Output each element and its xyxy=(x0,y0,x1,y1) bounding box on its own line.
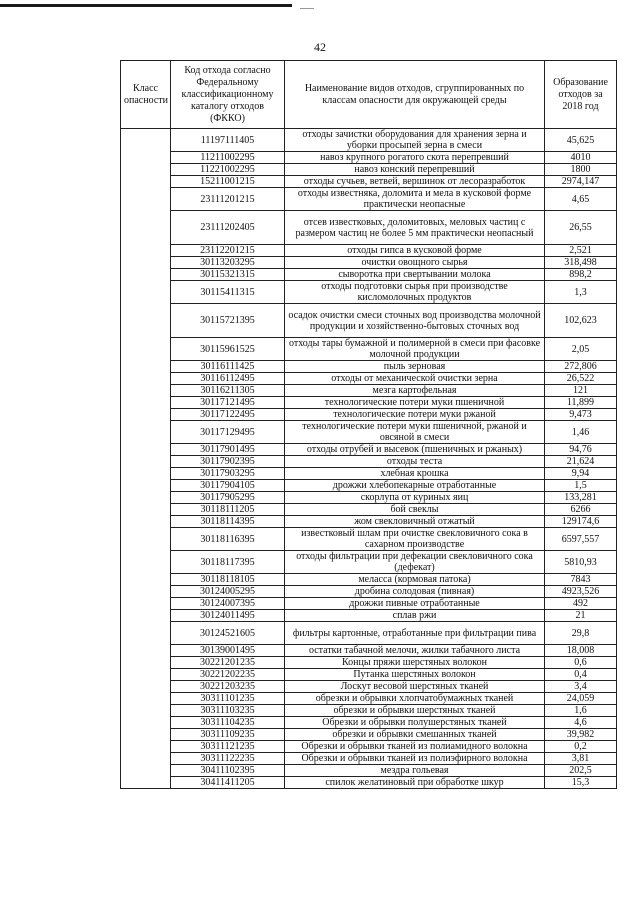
table-row xyxy=(121,528,617,551)
waste-name-cell: пыль зерновая xyxy=(285,361,545,373)
table-row xyxy=(121,657,617,669)
waste-name-cell: дрожжи пивные отработанные xyxy=(285,598,545,610)
fkko-code-cell: 30116112495 xyxy=(171,373,285,385)
fkko-code-cell: 30118116395 xyxy=(171,528,285,551)
table-row xyxy=(121,753,617,765)
waste-name-cell: технологические потери муки ржаной xyxy=(285,409,545,421)
table-header xyxy=(121,61,617,129)
fkko-code-cell: 30124007395 xyxy=(171,598,285,610)
fkko-code-cell: 30113203295 xyxy=(171,257,285,269)
table-row xyxy=(121,152,617,164)
header-fkko-code: Код отхода согласно Федеральному классификационному каталогу отходов (ФККО) xyxy=(171,61,285,129)
generation-amount-cell: 272,806 xyxy=(545,361,617,373)
fkko-code-cell: 30117905295 xyxy=(171,492,285,504)
table-row xyxy=(121,777,617,789)
waste-name-cell: отходы подготовки сырья при производстве кисломолочных продуктов xyxy=(285,281,545,304)
table-row xyxy=(121,304,617,338)
generation-amount-cell: 102,623 xyxy=(545,304,617,338)
table-row xyxy=(121,211,617,245)
header-hazard-class: Класс опасности xyxy=(121,61,171,129)
generation-amount-cell: 94,76 xyxy=(545,444,617,456)
generation-amount-cell: 4010 xyxy=(545,152,617,164)
table-row xyxy=(121,257,617,269)
waste-table xyxy=(120,60,617,789)
table-row xyxy=(121,504,617,516)
table-row xyxy=(121,729,617,741)
table-row xyxy=(121,645,617,657)
table-row xyxy=(121,717,617,729)
table-row xyxy=(121,269,617,281)
page-number: 42 xyxy=(314,40,326,54)
fkko-code-cell: 23111201215 xyxy=(171,188,285,211)
waste-name-cell: навоз крупного рогатого скота перепревший xyxy=(285,152,545,164)
generation-amount-cell: 5810,93 xyxy=(545,551,617,574)
table-row xyxy=(121,361,617,373)
generation-amount-cell: 2,05 xyxy=(545,338,617,361)
hazard-class-cell xyxy=(121,129,171,789)
generation-amount-cell: 1,6 xyxy=(545,705,617,717)
fkko-code-cell: 30117122495 xyxy=(171,409,285,421)
fkko-code-cell: 30117121495 xyxy=(171,397,285,409)
table-row xyxy=(121,176,617,188)
waste-name-cell: очистки овощного сырья xyxy=(285,257,545,269)
waste-name-cell: остатки табачной мелочи, жилки табачного листа xyxy=(285,645,545,657)
waste-name-cell: технологические потери муки пшеничной, ржаной и овсяной в смеси xyxy=(285,421,545,444)
table-row xyxy=(121,245,617,257)
waste-name-cell: фильтры картонные, отработанные при фильтрации пива xyxy=(285,622,545,645)
fkko-code-cell: 30124521605 xyxy=(171,622,285,645)
generation-amount-cell: 318,498 xyxy=(545,257,617,269)
fkko-code-cell: 15211001215 xyxy=(171,176,285,188)
generation-amount-cell: 2,521 xyxy=(545,245,617,257)
fkko-code-cell: 30118118105 xyxy=(171,574,285,586)
table-row xyxy=(121,338,617,361)
fkko-code-cell: 30118111205 xyxy=(171,504,285,516)
fkko-code-cell: 30118114395 xyxy=(171,516,285,528)
generation-amount-cell: 133,281 xyxy=(545,492,617,504)
table-row xyxy=(121,551,617,574)
fkko-code-cell: 30221203235 xyxy=(171,681,285,693)
fkko-code-cell: 23111202405 xyxy=(171,211,285,245)
generation-amount-cell: 4923,526 xyxy=(545,586,617,598)
fkko-code-cell: 30115411315 xyxy=(171,281,285,304)
waste-name-cell: отходы известняка, доломита и мела в кусковой форме практически неопасные xyxy=(285,188,545,211)
table-row xyxy=(121,409,617,421)
table-row xyxy=(121,397,617,409)
table-row xyxy=(121,164,617,176)
generation-amount-cell: 4,6 xyxy=(545,717,617,729)
table-row xyxy=(121,516,617,528)
generation-amount-cell: 24,059 xyxy=(545,693,617,705)
waste-name-cell: отходы гипса в кусковой форме xyxy=(285,245,545,257)
waste-name-cell: сплав ржи xyxy=(285,610,545,622)
table-row xyxy=(121,480,617,492)
fkko-code-cell: 30124011495 xyxy=(171,610,285,622)
generation-amount-cell: 129174,6 xyxy=(545,516,617,528)
fkko-code-cell: 30117901495 xyxy=(171,444,285,456)
generation-amount-cell: 9,473 xyxy=(545,409,617,421)
waste-name-cell: отходы фильтрации при дефекации свекловичного сока (дефекат) xyxy=(285,551,545,574)
generation-amount-cell: 18,008 xyxy=(545,645,617,657)
generation-amount-cell: 21 xyxy=(545,610,617,622)
waste-name-cell: Обрезки и обрывки полушерстяных тканей xyxy=(285,717,545,729)
table-row xyxy=(121,281,617,304)
waste-name-cell: мезга картофельная xyxy=(285,385,545,397)
fkko-code-cell: 30311121235 xyxy=(171,741,285,753)
generation-amount-cell: 4,65 xyxy=(545,188,617,211)
header-generation: Образование отходов за 2018 год xyxy=(545,61,617,129)
fkko-code-cell: 30115321315 xyxy=(171,269,285,281)
table-row xyxy=(121,456,617,468)
table-row xyxy=(121,765,617,777)
generation-amount-cell: 898,2 xyxy=(545,269,617,281)
table-row xyxy=(121,610,617,622)
table-row xyxy=(121,421,617,444)
fkko-code-cell: 30116211305 xyxy=(171,385,285,397)
generation-amount-cell: 3,4 xyxy=(545,681,617,693)
top-rule xyxy=(0,4,292,7)
table-row xyxy=(121,188,617,211)
generation-amount-cell: 6266 xyxy=(545,504,617,516)
waste-name-cell: отсев известковых, доломитовых, меловых частиц с размером частиц не более 5 мм практически неопасный xyxy=(285,211,545,245)
waste-name-cell: спилок желатиновый при обработке шкур xyxy=(285,777,545,789)
table-row xyxy=(121,385,617,397)
fkko-code-cell: 30116111425 xyxy=(171,361,285,373)
generation-amount-cell: 1800 xyxy=(545,164,617,176)
waste-name-cell: дробина солодовая (пивная) xyxy=(285,586,545,598)
table-body xyxy=(121,129,617,789)
waste-name-cell: отходы отрубей и высевок (пшеничных и ржаных) xyxy=(285,444,545,456)
table-row xyxy=(121,598,617,610)
table-row xyxy=(121,669,617,681)
fkko-code-cell: 30139001495 xyxy=(171,645,285,657)
generation-amount-cell: 2974,147 xyxy=(545,176,617,188)
generation-amount-cell: 121 xyxy=(545,385,617,397)
table-row xyxy=(121,468,617,480)
waste-name-cell: Обрезки и обрывки тканей из полиамидного волокна xyxy=(285,741,545,753)
waste-name-cell: хлебная крошка xyxy=(285,468,545,480)
waste-name-cell: обрезки и обрывки хлопчатобумажных тканей xyxy=(285,693,545,705)
waste-name-cell: Лоскут весовой шерстяных тканей xyxy=(285,681,545,693)
fkko-code-cell: 11211002295 xyxy=(171,152,285,164)
generation-amount-cell: 1,3 xyxy=(545,281,617,304)
fkko-code-cell: 30311104235 xyxy=(171,717,285,729)
waste-name-cell: отходы тары бумажной и полимерной в смеси при фасовке молочной продукции xyxy=(285,338,545,361)
top-rule-fragment xyxy=(300,8,314,9)
waste-name-cell: дрожжи хлебопекарные отработанные xyxy=(285,480,545,492)
waste-name-cell: жом свекловичный отжатый xyxy=(285,516,545,528)
waste-name-cell: Концы пряжи шерстяных волокон xyxy=(285,657,545,669)
fkko-code-cell: 30115721395 xyxy=(171,304,285,338)
generation-amount-cell: 3,81 xyxy=(545,753,617,765)
waste-name-cell: осадок очистки смеси сточных вод производства молочной продукции и хозяйственно-бытовых сточных вод xyxy=(285,304,545,338)
fkko-code-cell: 30221201235 xyxy=(171,657,285,669)
generation-amount-cell: 1,5 xyxy=(545,480,617,492)
generation-amount-cell: 202,5 xyxy=(545,765,617,777)
generation-amount-cell: 492 xyxy=(545,598,617,610)
table-row xyxy=(121,492,617,504)
waste-name-cell: технологические потери муки пшеничной xyxy=(285,397,545,409)
fkko-code-cell: 30221202235 xyxy=(171,669,285,681)
waste-name-cell: мездра гольевая xyxy=(285,765,545,777)
waste-name-cell: сыворотка при свертывании молока xyxy=(285,269,545,281)
table-row xyxy=(121,622,617,645)
generation-amount-cell: 45,625 xyxy=(545,129,617,152)
fkko-code-cell: 30124005295 xyxy=(171,586,285,598)
generation-amount-cell: 11,899 xyxy=(545,397,617,409)
waste-name-cell: обрезки и обрывки смешанных тканей xyxy=(285,729,545,741)
fkko-code-cell: 30311103235 xyxy=(171,705,285,717)
fkko-code-cell: 30311109235 xyxy=(171,729,285,741)
table-row xyxy=(121,705,617,717)
generation-amount-cell: 21,624 xyxy=(545,456,617,468)
waste-name-cell: навоз конский перепревший xyxy=(285,164,545,176)
fkko-code-cell: 30115961525 xyxy=(171,338,285,361)
waste-name-cell: отходы теста xyxy=(285,456,545,468)
table-row xyxy=(121,129,617,152)
fkko-code-cell: 30411102395 xyxy=(171,765,285,777)
waste-name-cell: Обрезки и обрывки тканей из полиэфирного волокна xyxy=(285,753,545,765)
generation-amount-cell: 0,6 xyxy=(545,657,617,669)
fkko-code-cell: 11221002295 xyxy=(171,164,285,176)
table-row xyxy=(121,741,617,753)
generation-amount-cell: 39,982 xyxy=(545,729,617,741)
fkko-code-cell: 30117129495 xyxy=(171,421,285,444)
fkko-code-cell: 30117903295 xyxy=(171,468,285,480)
header-waste-name: Наименование видов отходов, сгруппированных по классам опасности для окружающей среды xyxy=(285,61,545,129)
table-row xyxy=(121,574,617,586)
fkko-code-cell: 11197111405 xyxy=(171,129,285,152)
waste-name-cell: меласса (кормовая патока) xyxy=(285,574,545,586)
fkko-code-cell: 30118117395 xyxy=(171,551,285,574)
generation-amount-cell: 0,2 xyxy=(545,741,617,753)
fkko-code-cell: 30117902395 xyxy=(171,456,285,468)
generation-amount-cell: 1,46 xyxy=(545,421,617,444)
waste-name-cell: бой свеклы xyxy=(285,504,545,516)
fkko-code-cell: 30411411205 xyxy=(171,777,285,789)
table-row xyxy=(121,444,617,456)
waste-name-cell: отходы от механической очистки зерна xyxy=(285,373,545,385)
waste-name-cell: Путанка шерстяных волокон xyxy=(285,669,545,681)
generation-amount-cell: 0,4 xyxy=(545,669,617,681)
table-row xyxy=(121,693,617,705)
fkko-code-cell: 30311101235 xyxy=(171,693,285,705)
generation-amount-cell: 6597,557 xyxy=(545,528,617,551)
generation-amount-cell: 15,3 xyxy=(545,777,617,789)
generation-amount-cell: 26,55 xyxy=(545,211,617,245)
waste-name-cell: отходы зачистки оборудования для хранения зерна и уборки просыпей зерна в смеси xyxy=(285,129,545,152)
waste-name-cell: обрезки и обрывки шерстяных тканей xyxy=(285,705,545,717)
waste-name-cell: известковый шлам при очистке свекловичного сока в сахарном производстве xyxy=(285,528,545,551)
generation-amount-cell: 26,522 xyxy=(545,373,617,385)
generation-amount-cell: 9,94 xyxy=(545,468,617,480)
fkko-code-cell: 30311122235 xyxy=(171,753,285,765)
table-row xyxy=(121,681,617,693)
waste-name-cell: скорлупа от куриных яиц xyxy=(285,492,545,504)
fkko-code-cell: 30117904105 xyxy=(171,480,285,492)
table-row xyxy=(121,586,617,598)
waste-name-cell: отходы сучьев, ветвей, вершинок от лесоразработок xyxy=(285,176,545,188)
generation-amount-cell: 29,8 xyxy=(545,622,617,645)
fkko-code-cell: 23112201215 xyxy=(171,245,285,257)
table-row xyxy=(121,373,617,385)
generation-amount-cell: 7843 xyxy=(545,574,617,586)
